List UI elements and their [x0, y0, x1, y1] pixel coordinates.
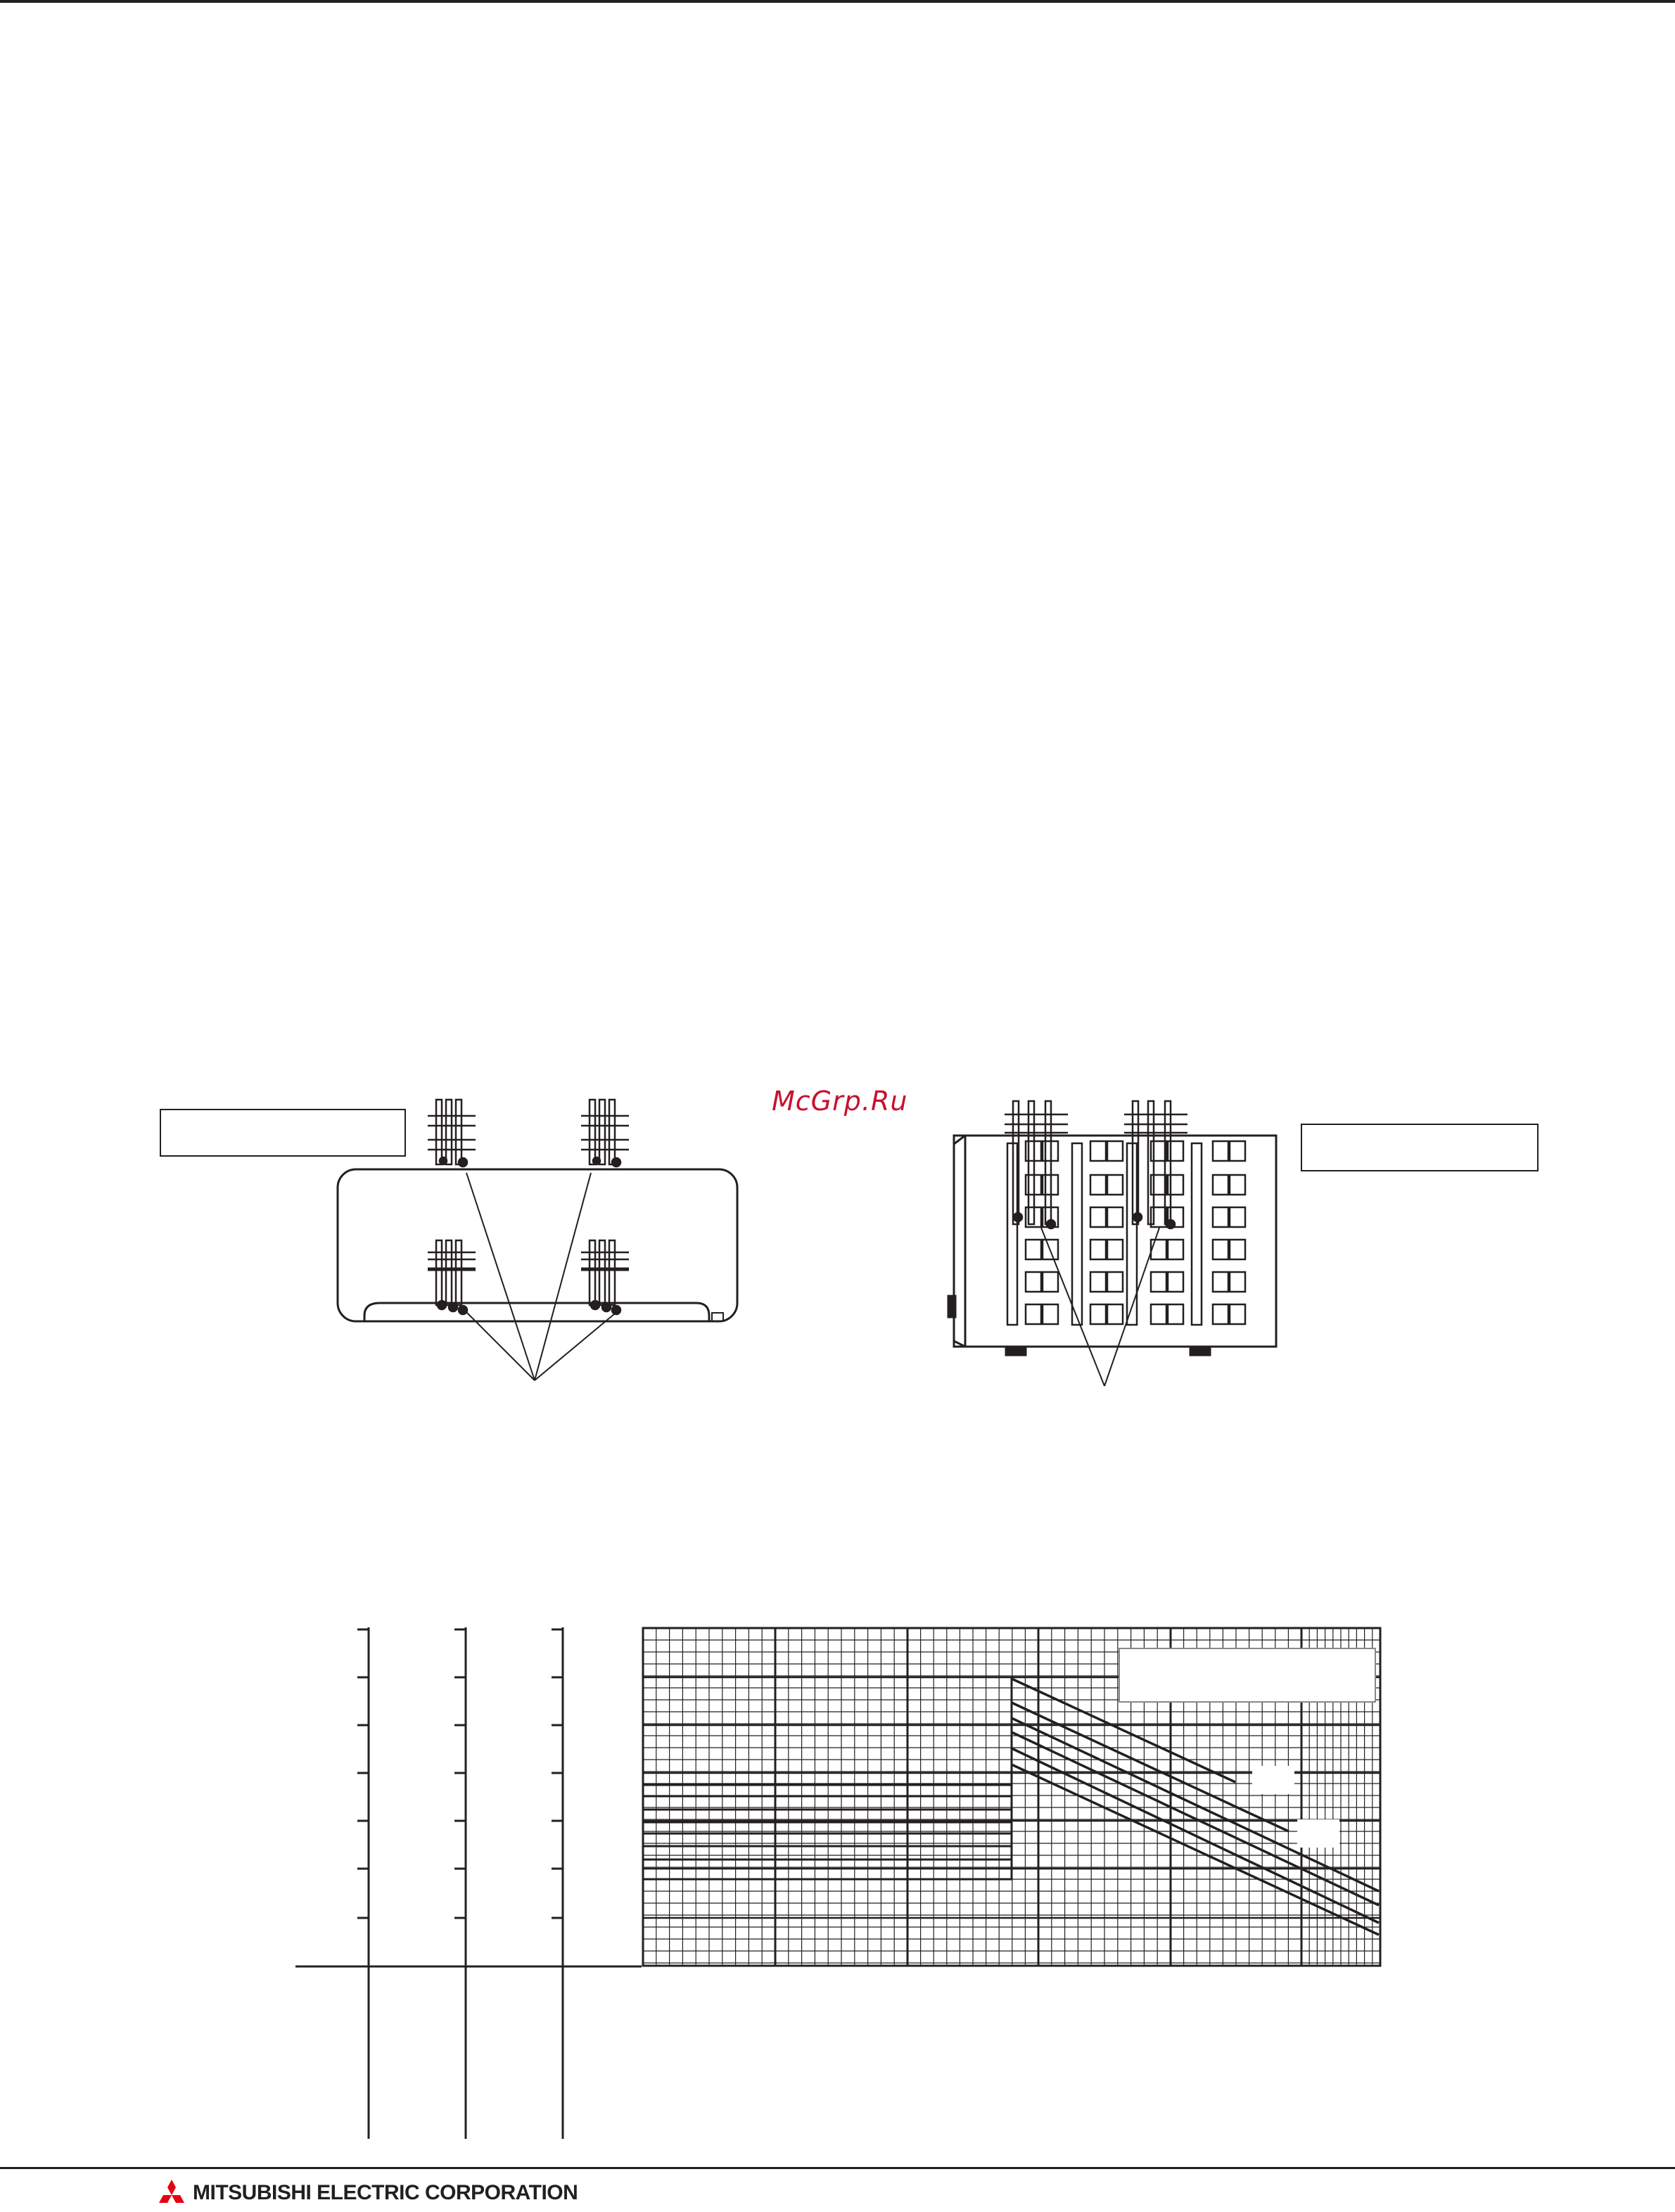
- curve-label-masks: [1252, 1766, 1339, 1848]
- watermark: McGrp.Ru: [772, 1086, 908, 1117]
- chart-step-lines: [643, 1677, 1012, 1879]
- scale-axes: [295, 1627, 642, 2139]
- chart-legend-box: [1119, 1648, 1376, 1703]
- mitsubishi-three-diamonds-icon: [153, 2180, 190, 2212]
- footer-company-name: MITSUBISHI ELECTRIC CORPORATION: [193, 2181, 578, 2204]
- bottom-rule: [0, 2167, 1675, 2169]
- chart-curves: [1012, 1679, 1379, 1935]
- scale-ticks: [357, 1629, 563, 1918]
